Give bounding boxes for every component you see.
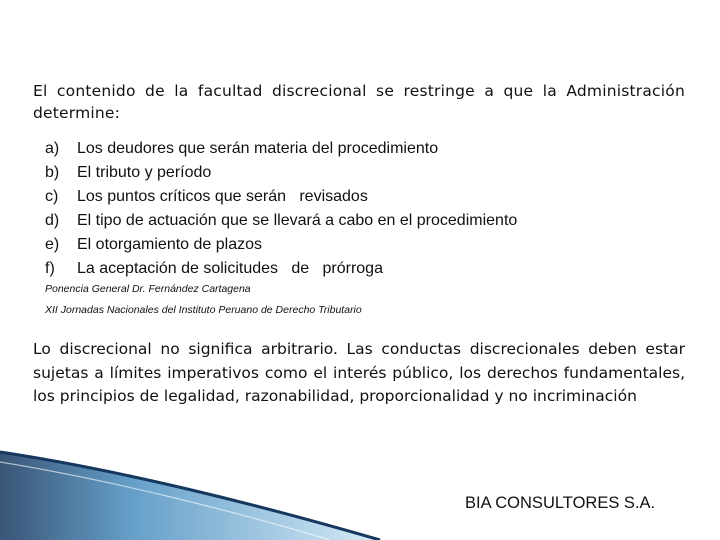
list-item-text: El tributo y período (77, 164, 212, 181)
list-marker: a) (45, 140, 60, 157)
company-name: BIA CONSULTORES S.A. (465, 494, 656, 512)
list-item (45, 233, 685, 257)
intro-text: El contenido de la facultad discrecional se restringe a que la Administración determine: (33, 82, 685, 122)
list-item (45, 185, 685, 209)
list-item-text: Los puntos críticos que serán revisados (77, 188, 368, 205)
list-item-text: Los deudores que serán materia del procedimiento (77, 140, 439, 157)
body-paragraph: Lo discrecional no significa arbitrario. Las conductas discrecionales deben estar sujetas a límites imperativos como el interés público, los derechos fundamentales, los principios de legalidad, razonabilidad, proporcionalidad y no incriminación (33, 340, 685, 405)
citation-author: Ponencia General Dr. Fernández Cartagena (45, 283, 251, 295)
citation-event: XII Jornadas Nacionales del Instituto Peruano de Derecho Tributario (45, 304, 362, 316)
list-marker: d) (45, 212, 60, 229)
list-marker: b) (45, 164, 60, 181)
list-item (45, 137, 685, 161)
list-item (45, 257, 685, 281)
list-item-text: El tipo de actuación que se llevará a cabo en el procedimiento (77, 212, 518, 229)
list-item (45, 209, 685, 233)
list-item-text: La aceptación de solicitudes de prórroga (77, 260, 383, 277)
criteria-list (45, 137, 685, 281)
list-marker: e) (45, 236, 60, 253)
list-item (45, 161, 685, 185)
list-marker: c) (45, 188, 59, 205)
list-item-text: El otorgamiento de plazos (77, 236, 262, 253)
list-marker: f) (45, 260, 55, 277)
